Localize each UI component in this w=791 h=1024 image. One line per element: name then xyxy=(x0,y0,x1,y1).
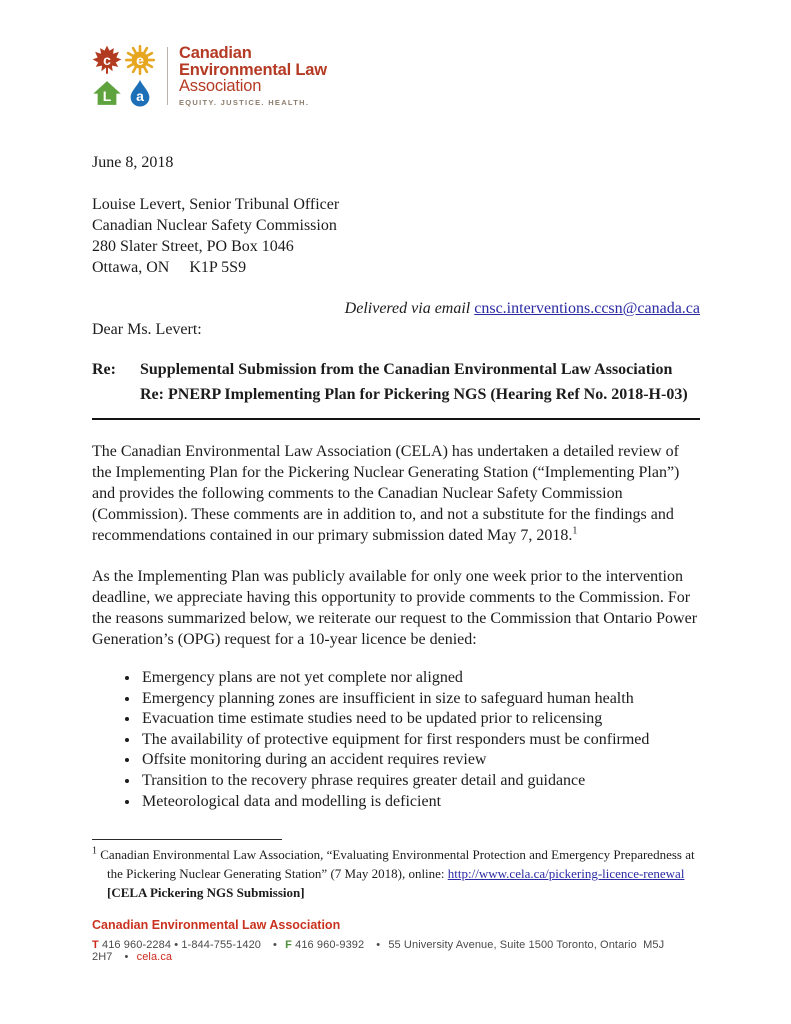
org-logo xyxy=(92,45,700,111)
recipient-address xyxy=(92,194,700,278)
footer-separator-1: • xyxy=(273,939,277,951)
logo-letter-L: L xyxy=(102,88,112,104)
footer-address: 55 University Avenue, Suite 1500 Toronto, Ontario M5J 2H7 xyxy=(92,939,665,963)
bullet-item: • The availability of protective equipment for first responders must be confirmed xyxy=(140,730,700,751)
delivery-email-link[interactable]: cnsc.interventions.ccsn@canada.ca xyxy=(474,300,700,317)
footnote-separator xyxy=(92,839,282,840)
footnote-short-form: [CELA Pickering NGS Submission] xyxy=(107,885,305,901)
horizontal-rule xyxy=(92,418,700,420)
bullet-item: • Meteorological data and modelling is deficient xyxy=(140,792,700,813)
bullet-item: • Transition to the recovery phrase requires greater detail and guidance xyxy=(140,771,700,792)
logo-letter-e: e xyxy=(136,52,144,68)
recipient-address-line: Canadian Nuclear Safety Commission xyxy=(92,217,337,234)
footer-phone-numbers: 416 960-2284 • 1-844-755-1420 xyxy=(101,939,262,951)
footer-phone-label: T xyxy=(92,939,99,951)
sun-icon xyxy=(125,45,155,75)
delivery-line xyxy=(92,298,700,319)
bullet-item: • Offsite monitoring during an accident requires review xyxy=(140,750,700,771)
paragraph-2-text: As the Implementing Plan was publicly available for only one week prior to the intervention deadline, we appreciate having this opportunity to provide comments to the Commission. For the reasons summarized below, we reiterate our request to the Commission that Ontario Power Generation’s (OPG) request for a 10-year licence be denied: xyxy=(92,568,698,648)
bullet-item: • Emergency planning zones are insufficient in size to safeguard human health xyxy=(140,689,700,710)
concerns-bullet-list xyxy=(92,668,700,812)
subject-label: Re: xyxy=(92,361,116,378)
recipient-address-line: Ottawa, ON K1P 5S9 xyxy=(92,259,247,276)
footer-website-link[interactable]: cela.ca xyxy=(136,951,173,963)
page-footer xyxy=(92,918,700,963)
subject-line xyxy=(92,357,700,407)
salutation: Dear Ms. Levert: xyxy=(92,321,202,338)
recipient-address-line: 280 Slater Street, PO Box 1046 xyxy=(92,238,294,255)
water-drop-icon xyxy=(125,78,155,108)
logo-text xyxy=(179,45,327,107)
paragraph-1-text: The Canadian Environmental Law Association (CELA) has undertaken a detailed review of the Implementing Plan for the Pickering Nuclear Generating Station (“Implementing Plan”) and provides the following comments to the Canadian Nuclear Safety Commission (Commission). These comments are in addition to, and not a substitute for the findings and recommendations contained in our primary submission dated May 7, 2018. xyxy=(92,443,680,544)
footer-fax-label: F xyxy=(285,939,292,951)
footnote-number: 1 xyxy=(92,845,97,857)
footer-fax-number: 416 960-9392 xyxy=(295,939,365,951)
logo-icons xyxy=(92,45,155,108)
logo-divider xyxy=(167,47,168,105)
paragraph-1 xyxy=(92,441,700,546)
subject-text: Supplemental Submission from the Canadian Environmental Law Association Re: PNERP Implementing Plan for Pickering NGS (Hearing Ref No. 2018-H-03) xyxy=(140,361,688,403)
org-name-line2: Environmental Law xyxy=(179,60,327,79)
delivery-method-label: Delivered via email xyxy=(344,300,471,317)
logo-letter-c: c xyxy=(103,52,111,68)
maple-leaf-icon xyxy=(92,45,122,75)
footnote-1 xyxy=(92,845,700,902)
org-name-line1: Canadian xyxy=(179,44,252,62)
org-name-line3: Association xyxy=(179,77,262,95)
footnote-reference-1: 1 xyxy=(572,525,578,537)
footer-separator-3: • xyxy=(124,951,129,963)
footnote-citation-text: Canadian Environmental Law Association, “Evaluating Environmental Protection and Emergency Preparedness at the Pickering Nuclear Generating Station” (7 May 2018), online: xyxy=(97,847,695,882)
footer-separator-2: • xyxy=(376,939,381,951)
org-tagline: EQUITY. JUSTICE. HEALTH. xyxy=(179,97,310,107)
footnote-url-link[interactable]: http://www.cela.ca/pickering-licence-renewal xyxy=(447,866,685,882)
recipient-address-line: Louise Levert, Senior Tribunal Officer xyxy=(92,196,340,213)
footer-contact-line xyxy=(92,939,700,963)
logo-letter-a: a xyxy=(136,87,144,104)
letter-date: June 8, 2018 xyxy=(92,154,174,171)
paragraph-2 xyxy=(92,566,700,650)
footer-org-name: Canadian Environmental Law Association xyxy=(92,918,341,932)
letter-body xyxy=(92,152,700,902)
bullet-item: • Emergency plans are not yet complete nor aligned xyxy=(140,668,700,689)
bullet-item: • Evacuation time estimate studies need to be updated prior to relicensing xyxy=(140,709,700,730)
house-icon xyxy=(92,78,122,108)
